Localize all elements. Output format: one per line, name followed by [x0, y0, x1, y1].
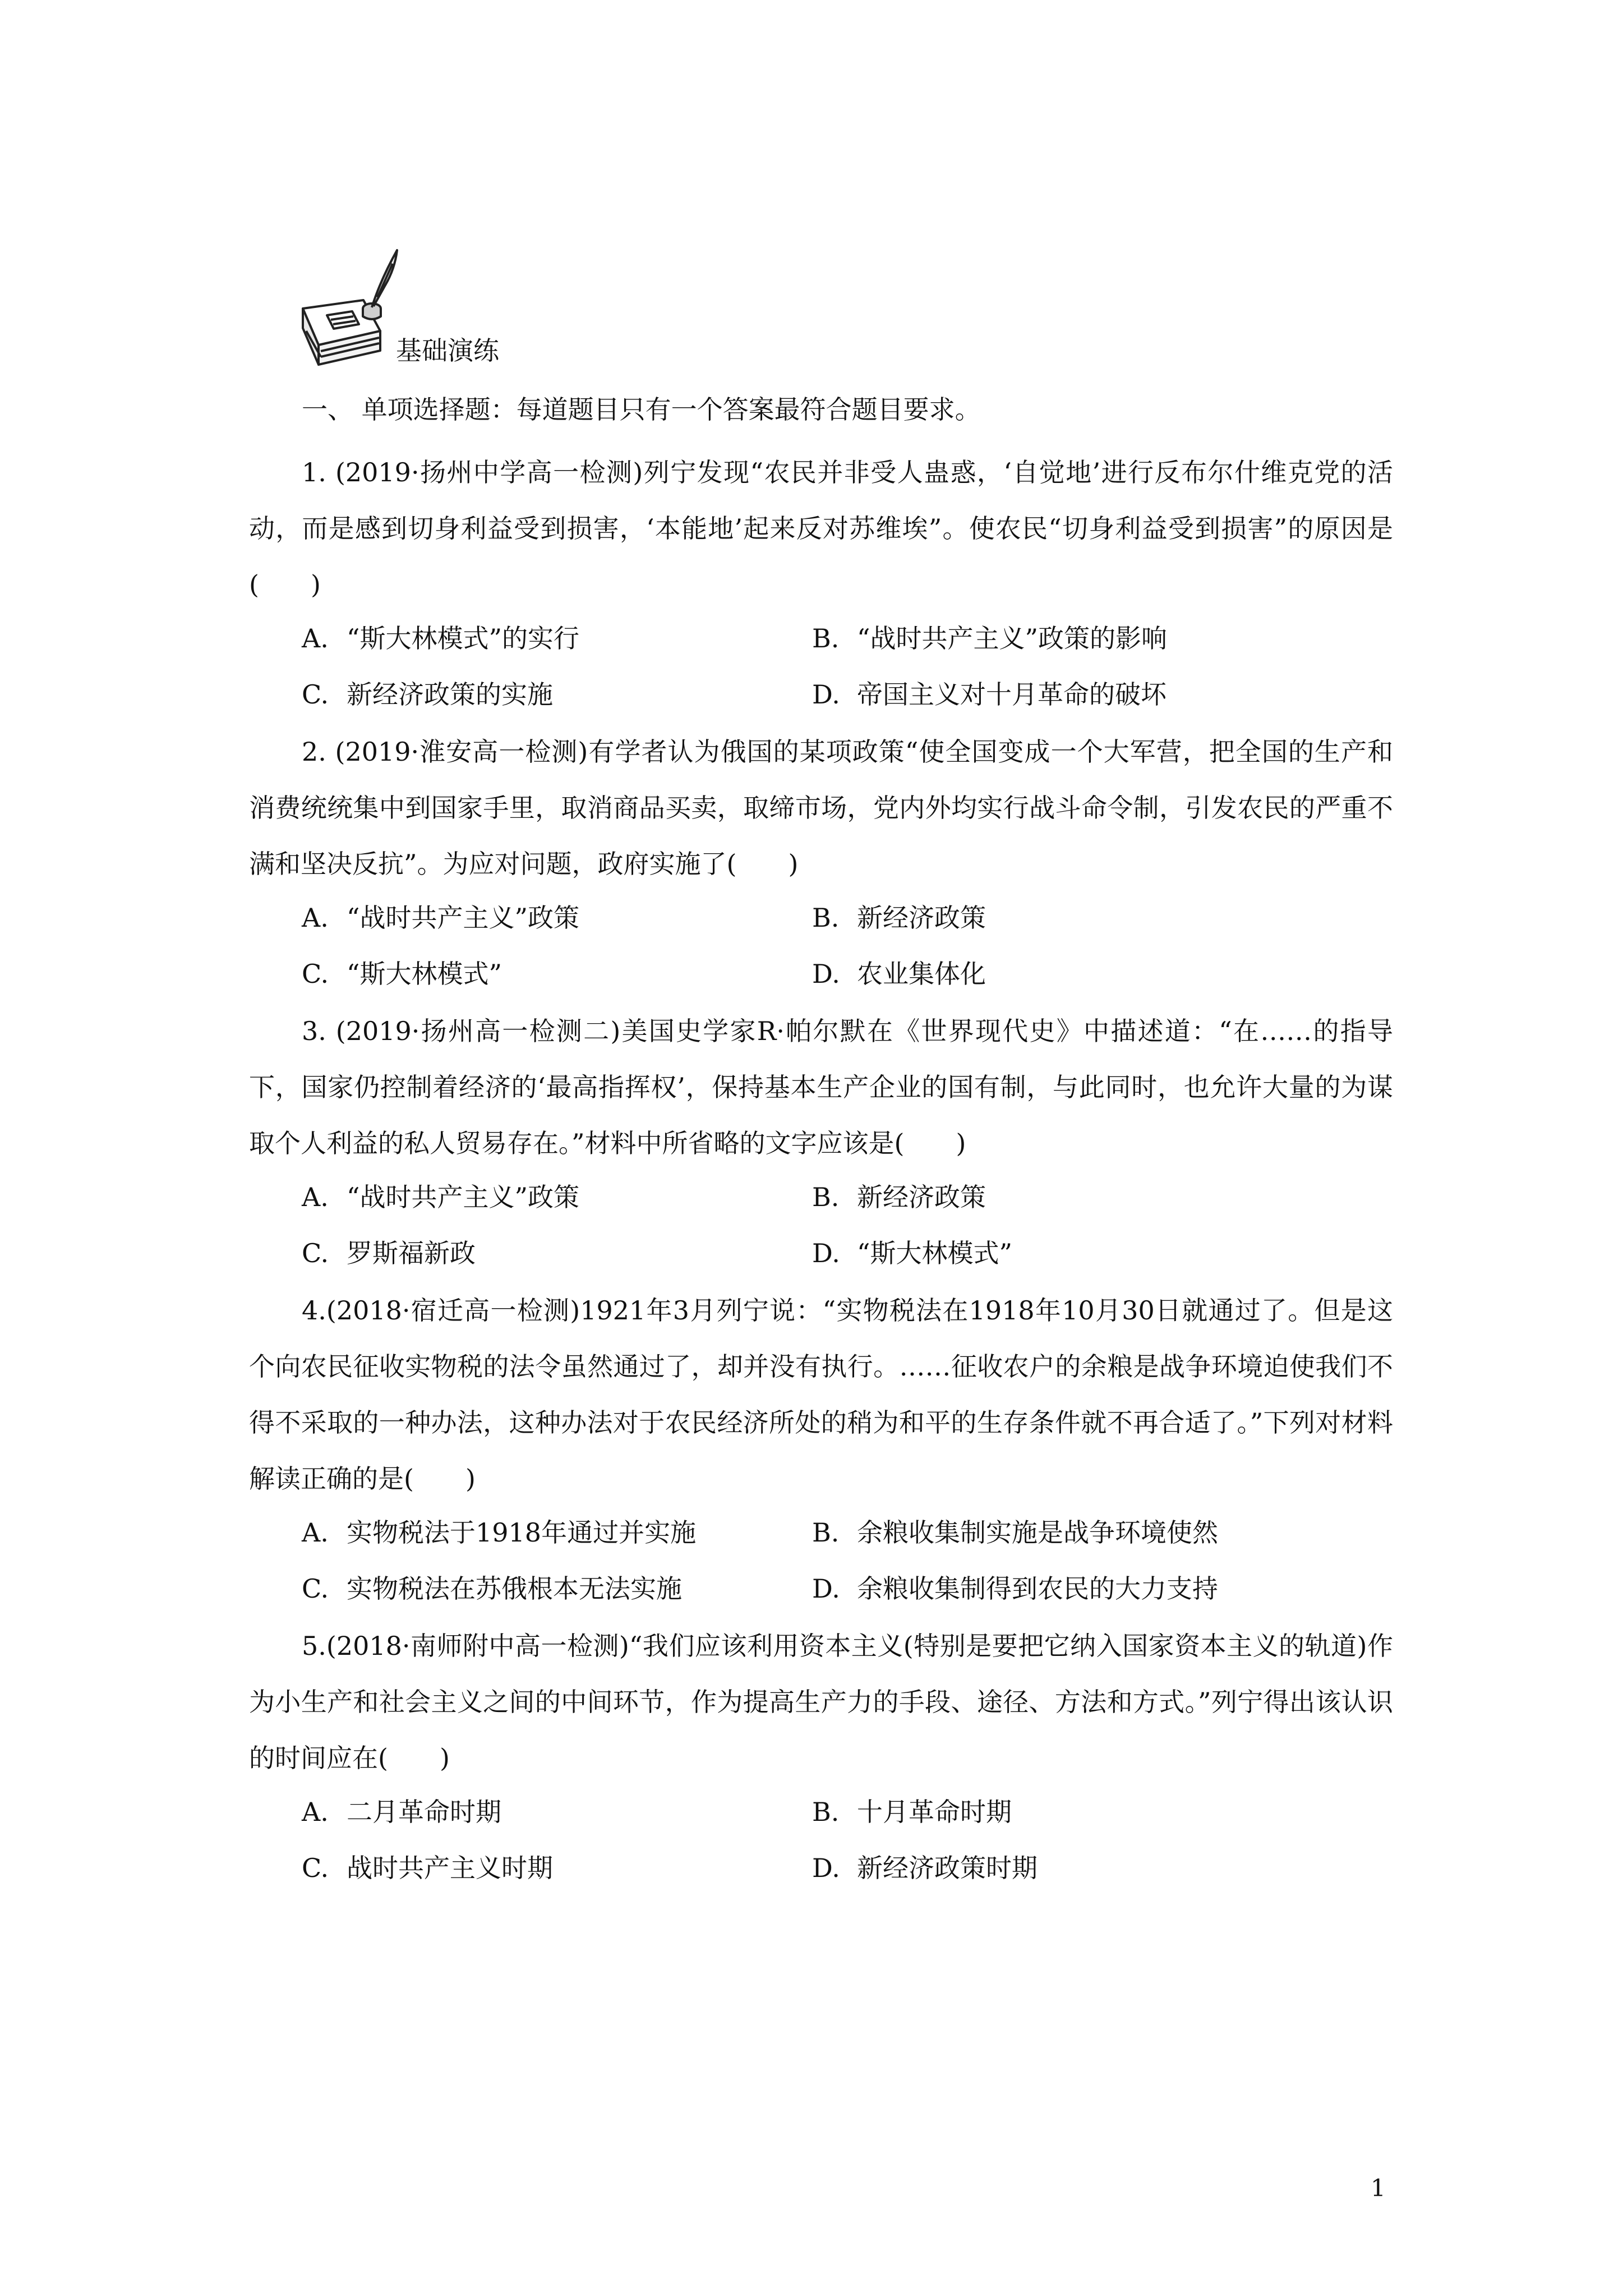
question-1-option-d	[812, 678, 1166, 711]
question-2-option-a	[302, 901, 579, 935]
option-text: “斯大林模式”	[857, 1238, 1013, 1268]
option-letter: C.	[302, 959, 329, 989]
option-letter: A.	[302, 1517, 329, 1548]
option-letter: B.	[812, 903, 840, 933]
question-2-option-b	[812, 901, 986, 935]
section-title: 基础演练	[396, 335, 499, 366]
question-5-stem: 5.(2018·南师附中高一检测)“我们应该利用资本主义(特别是要把它纳入国家资本主义的轨道)作为小生产和社会主义之间的中间环节，作为提高生产力的手段、途径、方法和方式。”列宁得出该认识的时间应在( )	[249, 1631, 1393, 1773]
option-letter: B.	[812, 1517, 840, 1548]
option-letter: D.	[812, 679, 840, 710]
question-2-option-d	[812, 957, 986, 991]
question-5-option-a	[302, 1795, 501, 1829]
option-text: 罗斯福新政	[347, 1238, 476, 1268]
option-letter: B.	[812, 1797, 840, 1827]
option-text: 余粮收集制实施是战争环境使然	[857, 1517, 1218, 1548]
question-5-option-d	[812, 1851, 1038, 1885]
option-letter: C.	[302, 1238, 329, 1268]
question-3-stem: 3. (2019·扬州高一检测二)美国史学家R·帕尔默在《世界现代史》中描述道：“在……的指导下，国家仍控制着经济的‘最高指挥权’，保持基本生产企业的国有制，与此同时，也允许大量的为谋取个人利益的私人贸易存在。”材料中所省略的文字应该是( )	[249, 1016, 1393, 1158]
option-text: 新经济政策的实施	[347, 679, 553, 710]
question-5-option-c	[302, 1851, 553, 1885]
option-letter: A.	[302, 1797, 329, 1827]
question-1-option-c	[302, 678, 553, 711]
option-letter: B.	[812, 1182, 840, 1212]
question-3-option-b	[812, 1180, 986, 1214]
option-letter: A.	[302, 1182, 329, 1212]
option-letter: A.	[302, 623, 329, 654]
option-text: 实物税法在苏俄根本无法实施	[347, 1573, 682, 1604]
question-4-option-c	[302, 1572, 682, 1605]
option-text: 新经济政策	[857, 903, 986, 933]
book-with-quill-icon	[296, 247, 403, 370]
option-text: 新经济政策	[857, 1182, 986, 1212]
option-text: 新经济政策时期	[857, 1853, 1038, 1883]
option-letter: D.	[812, 959, 840, 989]
option-text: “战时共产主义”政策	[347, 903, 580, 933]
option-letter: D.	[812, 1238, 840, 1268]
question-3-option-c	[302, 1236, 476, 1270]
option-letter: C.	[302, 1573, 329, 1604]
option-text: “战时共产主义”政策	[347, 1182, 580, 1212]
option-letter: D.	[812, 1573, 840, 1604]
option-text: “斯大林模式”的实行	[347, 623, 580, 654]
question-4-option-d	[812, 1572, 1218, 1605]
question-4-option-b	[812, 1516, 1218, 1549]
option-text: 余粮收集制得到农民的大力支持	[857, 1573, 1218, 1604]
option-text: “战时共产主义”政策的影响	[857, 623, 1168, 654]
option-text: 农业集体化	[857, 959, 986, 989]
page-number: 1	[1371, 2174, 1386, 2202]
question-1-option-a	[302, 622, 579, 655]
question-1-stem: 1. (2019·扬州中学高一检测)列宁发现“农民并非受人蛊惑，‘自觉地’进行反布尔什维克党的活动，而是感到切身利益受到损害，‘本能地’起来反对苏维埃”。使农民“切身利益受到损害”的原因是( )	[249, 457, 1393, 600]
option-letter: C.	[302, 679, 329, 710]
instructions: 一、 单项选择题：每道题目只有一个答案最符合题目要求。	[302, 394, 981, 425]
option-text: “斯大林模式”	[347, 959, 502, 989]
option-text: 战时共产主义时期	[347, 1853, 553, 1883]
option-text: 实物税法于1918年通过并实施	[347, 1517, 697, 1548]
option-letter: D.	[812, 1853, 840, 1883]
question-3-option-a	[302, 1180, 579, 1214]
option-text: 十月革命时期	[857, 1797, 1012, 1827]
option-text: 帝国主义对十月革命的破坏	[857, 679, 1166, 710]
option-letter: B.	[812, 623, 840, 654]
question-4-option-a	[302, 1516, 696, 1549]
question-5-option-b	[812, 1795, 1012, 1829]
question-2-stem: 2. (2019·淮安高一检测)有学者认为俄国的某项政策“使全国变成一个大军营，把全国的生产和消费统统集中到国家手里，取消商品买卖，取缔市场，党内外均实行战斗命令制，引发农民的严重不满和坚决反抗”。为应对问题，政府实施了( )	[249, 737, 1393, 879]
option-text: 二月革命时期	[347, 1797, 501, 1827]
option-letter: C.	[302, 1853, 329, 1883]
question-4-stem: 4.(2018·宿迁高一检测)1921年3月列宁说：“实物税法在1918年10月30日就通过了。但是这个向农民征收实物税的法令虽然通过了，却并没有执行。……征收农户的余粮是战争环境迫使我们不得不采取的一种办法，这种办法对于农民经济所处的稍为和平的生存条件就不再合适了。”下列对材料解读正确的是( )	[249, 1295, 1393, 1494]
question-2-option-c	[302, 957, 502, 991]
question-3-option-d	[812, 1236, 1012, 1270]
option-letter: A.	[302, 903, 329, 933]
question-1-option-b	[812, 622, 1167, 655]
